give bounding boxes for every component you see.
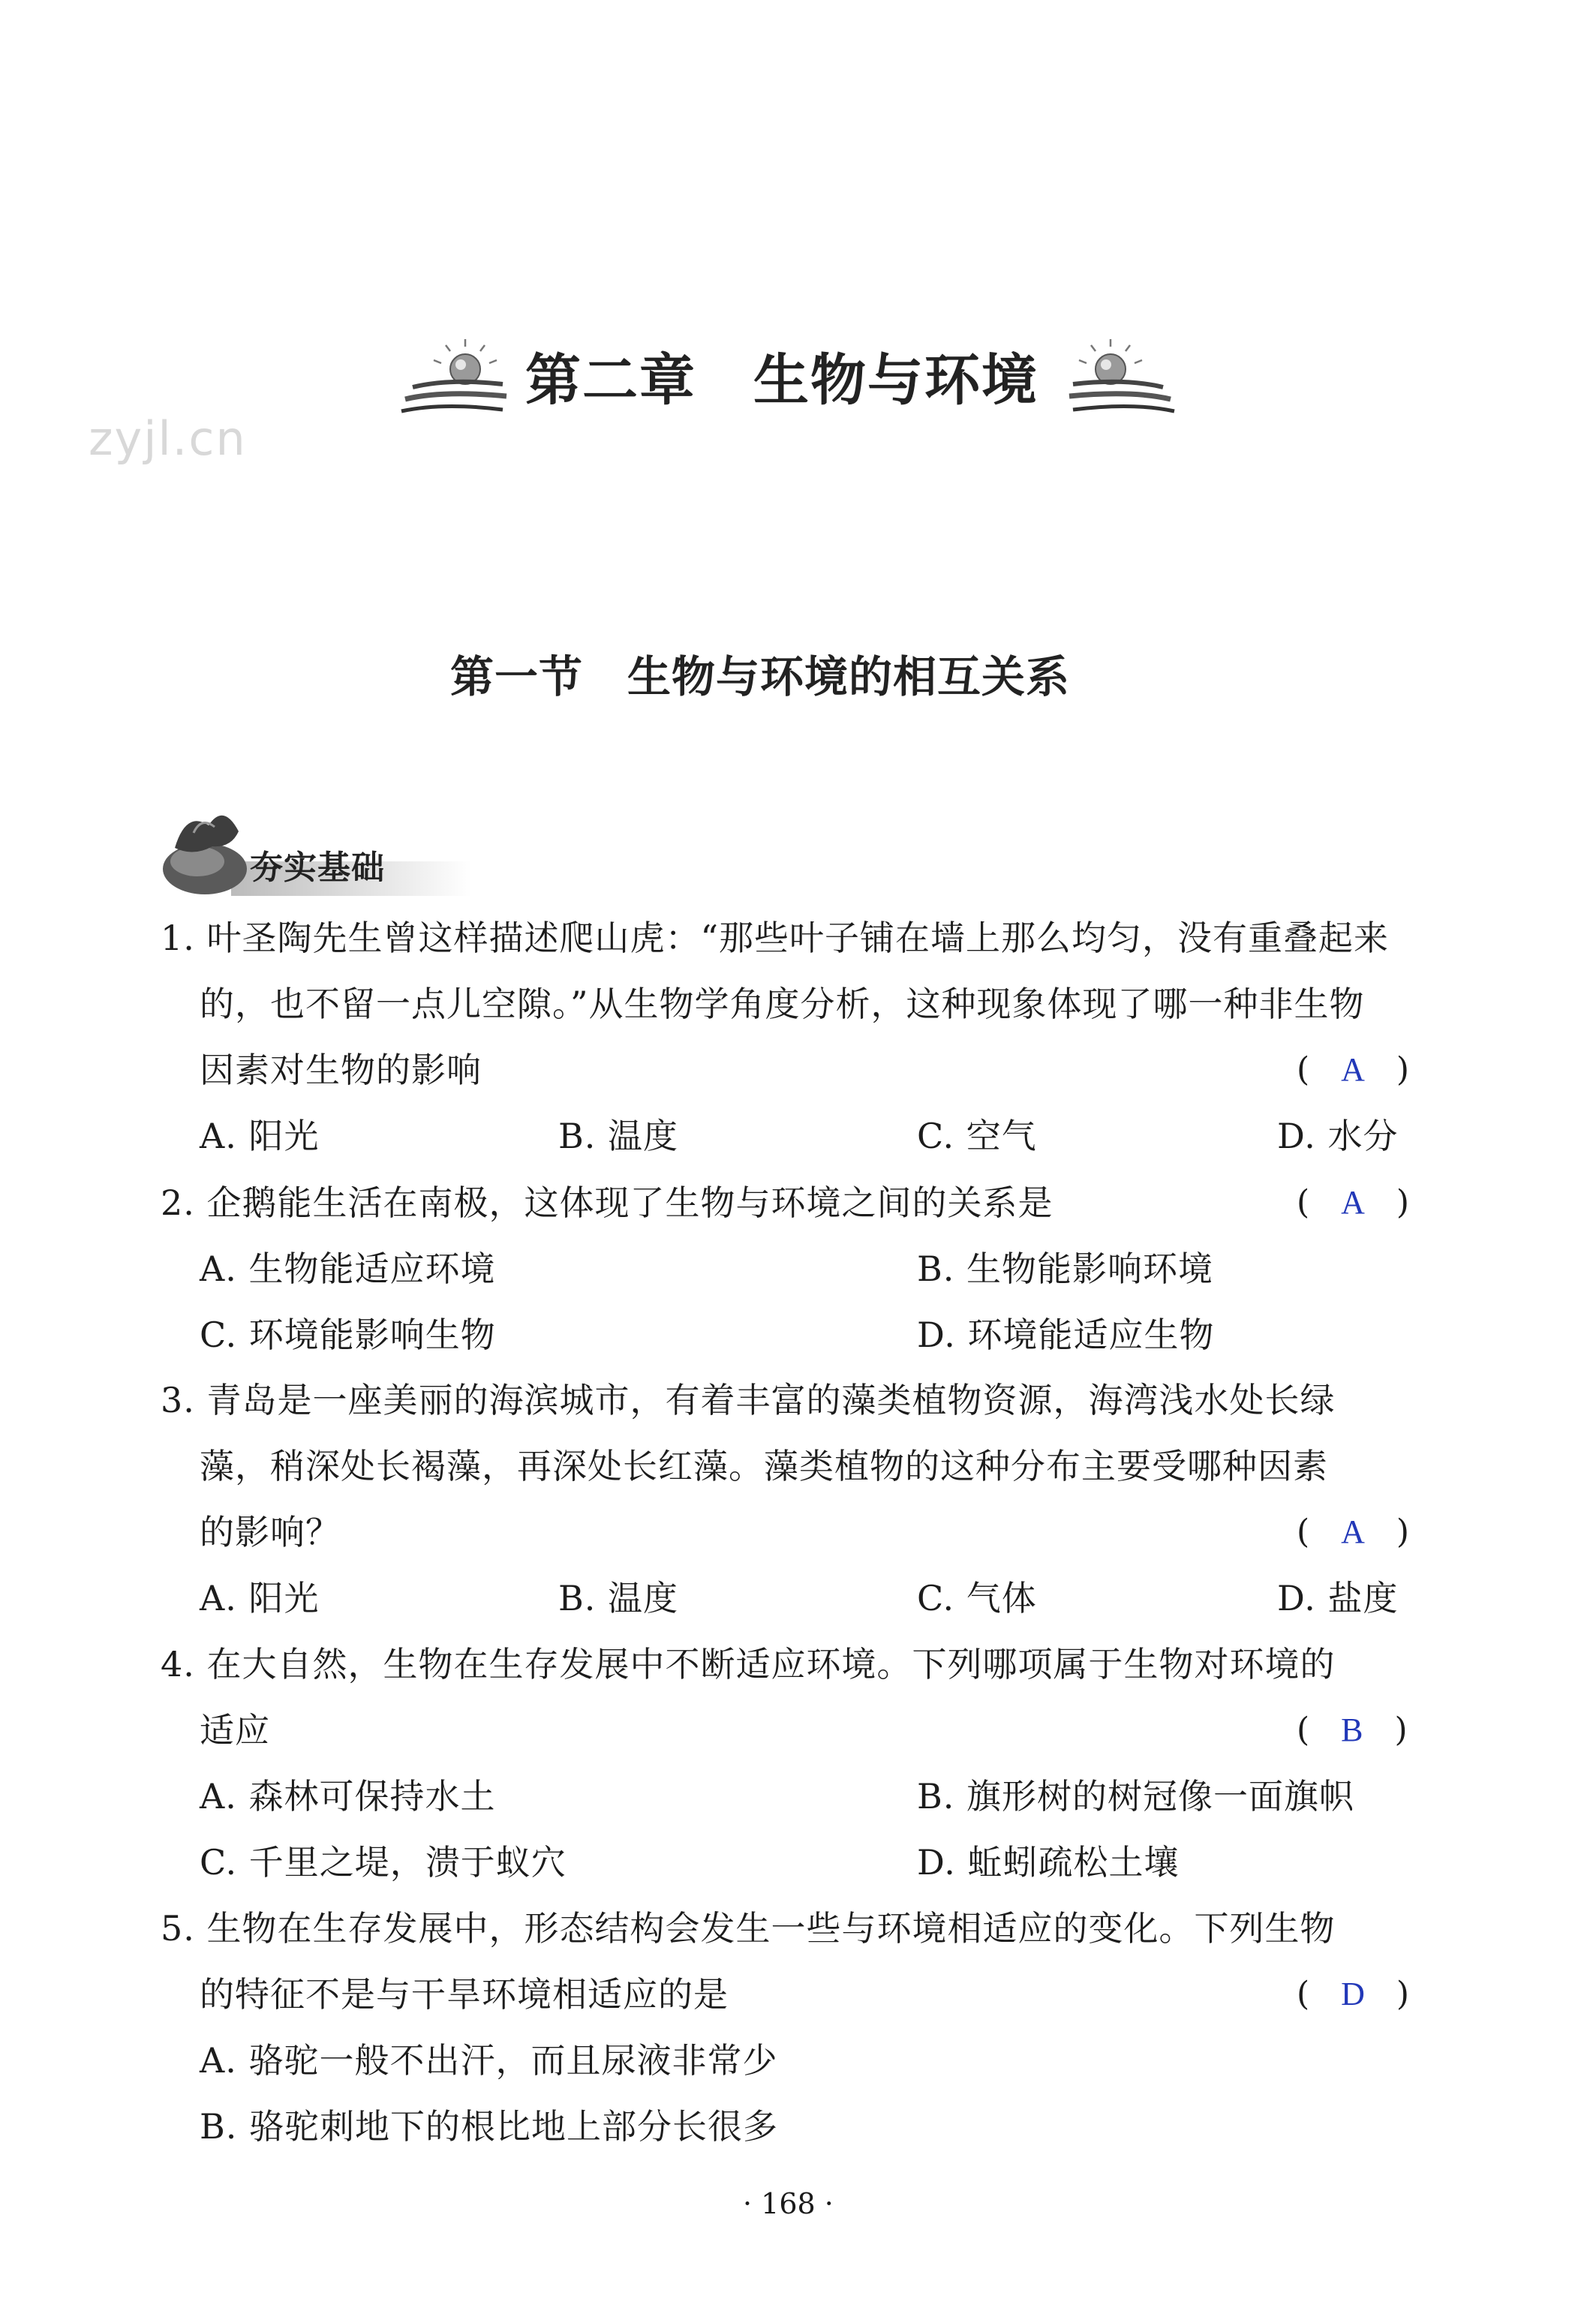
question-line: 5. 生物在生存发展中，形态结构会发生一些与环境相适应的变化。下列生物 bbox=[161, 1908, 1336, 1949]
option-d: D. 环境能适应生物 bbox=[917, 1315, 1215, 1355]
answer-value: B bbox=[1341, 1711, 1363, 1748]
option-c: C. 环境能影响生物 bbox=[200, 1315, 496, 1355]
option-d: D. 盐度 bbox=[1277, 1578, 1399, 1618]
option-b: B. 骆驼刺地下的根比地上部分长很多 bbox=[200, 2106, 779, 2147]
option-d: D. 蚯蚓疏松土壤 bbox=[917, 1842, 1180, 1883]
sun-wave-icon bbox=[1066, 338, 1178, 420]
badge-label: 夯实基础 bbox=[250, 849, 385, 887]
option-a: A. 阳光 bbox=[200, 1578, 320, 1618]
question-line: 的，也不留一点儿空隙。”从生物学角度分析，这种现象体现了哪一种非生物 bbox=[200, 984, 1365, 1024]
question-line: 因素对生物的影响 bbox=[200, 1050, 482, 1090]
page-number: · 168 · bbox=[743, 2187, 834, 2220]
question-line: 2. 企鹅能生活在南极，这体现了生物与环境之间的关系是 bbox=[161, 1183, 1053, 1223]
chapter-title: 第二章 生物与环境 bbox=[525, 348, 1038, 413]
section-title: 第一节 生物与环境的相互关系 bbox=[450, 651, 1071, 702]
answer-bracket: ( B ) bbox=[1297, 1711, 1408, 1749]
section-badge bbox=[156, 803, 471, 900]
watermark: zyjl.cn bbox=[89, 411, 247, 466]
option-c: C. 千里之堤，溃于蚁穴 bbox=[200, 1842, 567, 1883]
chapter-heading bbox=[390, 323, 1216, 428]
question-line: 藻，稍深处长褐藻，再深处长红藻。藻类植物的这种分布主要受哪种因素 bbox=[200, 1446, 1328, 1486]
option-a: A. 生物能适应环境 bbox=[200, 1249, 496, 1289]
option-d: D. 水分 bbox=[1277, 1116, 1399, 1156]
option-c: C. 空气 bbox=[917, 1116, 1037, 1156]
question-line: 3. 青岛是一座美丽的海滨城市，有着丰富的藻类植物资源，海湾浅水处长绿 bbox=[161, 1380, 1336, 1420]
question-line: 4. 在大自然，生物在生存发展中不断适应环境。下列哪项属于生物对环境的 bbox=[161, 1644, 1336, 1684]
option-b: B. 旗形树的树冠像一面旗帜 bbox=[917, 1776, 1355, 1817]
answer-value: A bbox=[1341, 1051, 1365, 1088]
option-b: B. 温度 bbox=[558, 1578, 679, 1618]
answer-value: A bbox=[1341, 1513, 1365, 1550]
sun-wave-icon bbox=[398, 338, 510, 420]
question-line: 适应 bbox=[200, 1710, 270, 1751]
option-c: C. 气体 bbox=[917, 1578, 1037, 1618]
answer-value: A bbox=[1341, 1184, 1365, 1221]
answer-bracket: ( A ) bbox=[1297, 1050, 1410, 1089]
answer-bracket: ( A ) bbox=[1297, 1513, 1410, 1551]
question-line: 1. 叶圣陶先生曾这样描述爬山虎：“那些叶子铺在墙上那么均匀，没有重叠起来 bbox=[161, 918, 1390, 958]
option-a: A. 森林可保持水土 bbox=[200, 1776, 496, 1817]
option-b: B. 温度 bbox=[558, 1116, 679, 1156]
answer-bracket: ( A ) bbox=[1297, 1183, 1410, 1222]
answer-bracket: ( D ) bbox=[1297, 1975, 1410, 2013]
answer-value: D bbox=[1341, 1976, 1365, 2012]
question-line: 的特征不是与干旱环境相适应的是 bbox=[200, 1974, 729, 2015]
option-a: A. 阳光 bbox=[200, 1116, 320, 1156]
option-a: A. 骆驼一般不出汗，而且尿液非常少 bbox=[200, 2040, 778, 2081]
option-b: B. 生物能影响环境 bbox=[917, 1249, 1214, 1289]
question-line: 的影响？ bbox=[200, 1512, 341, 1552]
